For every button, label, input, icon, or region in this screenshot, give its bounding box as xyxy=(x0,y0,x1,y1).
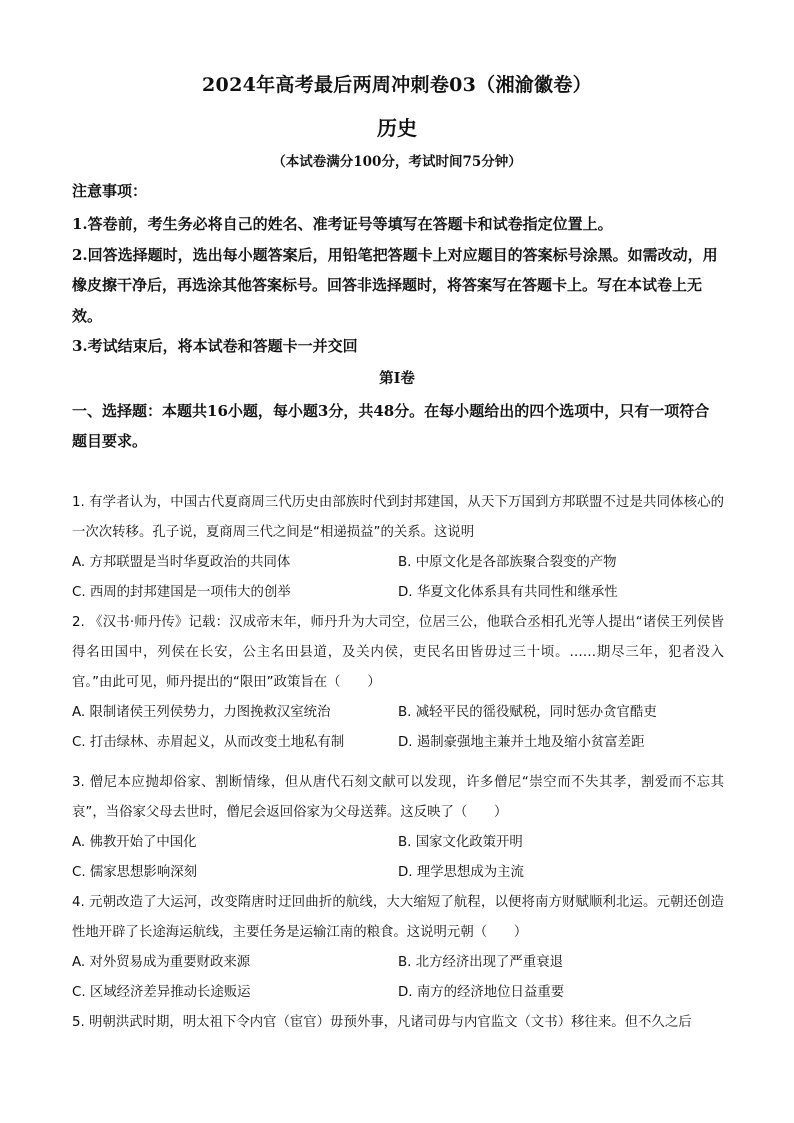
exam-title: 2024年高考最后两周冲刺卷03（湘渝徽卷） xyxy=(202,74,592,96)
option-c: C. 区域经济差异推动长途贩运 xyxy=(72,985,251,1000)
question-stem: 4. 元朝改造了大运河，改变隋唐时迂回曲折的航线，大大缩短了航程，以便将南方财赋顺利北运。元朝还创造性地开辟了长途海运航线，主要任务是运输江南的粮食。这说明元朝（ ） xyxy=(72,895,724,940)
spacer xyxy=(72,758,724,768)
note-item: 3.考试结束后，将本试卷和答题卡一并交回 xyxy=(72,337,358,355)
option-c: C. 西周的封邦建国是一项伟大的创举 xyxy=(72,585,291,600)
option-grid xyxy=(72,828,724,888)
question-5 xyxy=(72,1008,724,1038)
option-c: C. 打击绿林、赤眉起义，从而改变土地私有制 xyxy=(72,735,345,750)
score-time-note: （本试卷满分100分，考试时间75分钟） xyxy=(272,154,522,170)
option-d: D. 理学思想成为主流 xyxy=(398,865,524,880)
option-a: A. 佛教开始了中国化 xyxy=(72,835,197,850)
option-grid xyxy=(72,548,724,608)
option-c: C. 儒家思想影响深刻 xyxy=(72,865,197,880)
option-b: B. 中原文化是各部族聚合裂变的产物 xyxy=(398,555,617,570)
notes-title: 注意事项： xyxy=(72,182,148,200)
question-4 xyxy=(72,888,724,1008)
note-item: 1.答卷前，考生务必将自己的姓名、准考证号等填写在答题卡和试卷指定位置上。 xyxy=(72,215,613,233)
question-3 xyxy=(72,768,724,888)
option-a: A. 限制诸侯王列侯势力，力图挽救汉室统治 xyxy=(72,705,331,720)
question-stem: 2. 《汉书·师丹传》记载：汉成帝末年，师丹升为大司空，位居三公，他联合丞相孔光等人提出“诸侯王列侯皆得名田国中，列侯在长安，公主名田县道，及关内侯，吏民名田皆毋过三十顷。……期尽三年，犯者没入官。”由此可见，师丹提出的“限田”政策旨在（ ） xyxy=(72,615,724,690)
question-1 xyxy=(72,488,724,608)
option-d: D. 遏制豪强地主兼并土地及缩小贫富差距 xyxy=(398,735,645,750)
notes-list xyxy=(72,209,722,362)
question-stem: 3. 僧尼本应抛却俗家、割断情缘，但从唐代石刻文献可以发现，许多僧尼“崇空而不失其孝，割爱而不忘其哀”，当俗家父母去世时，僧尼会返回俗家为父母送葬。这反映了（ ） xyxy=(72,775,724,820)
subject-title: 历史 xyxy=(377,116,417,140)
option-a: A. 方邦联盟是当时华夏政治的共同体 xyxy=(72,555,291,570)
question-2 xyxy=(72,608,724,758)
option-d: D. 华夏文化体系具有共同性和继承性 xyxy=(398,585,618,600)
option-d: D. 南方的经济地位日益重要 xyxy=(398,985,565,1000)
option-grid xyxy=(72,948,724,1008)
option-a: A. 对外贸易成为重要财政来源 xyxy=(72,955,251,970)
section-heading: 一、选择题：本题共16小题，每小题3分，共48分。在每小题给出的四个选项中，只有一项符合题目要求。 xyxy=(72,402,710,450)
question-list xyxy=(72,488,724,1038)
option-b: B. 国家文化政策开明 xyxy=(398,835,523,850)
option-b: B. 北方经济出现了严重衰退 xyxy=(398,955,563,970)
note-item: 2.回答选择题时，选出每小题答案后，用铅笔把答题卡上对应题目的答案标号涂黑。如需改动，用橡皮擦干净后，再选涂其他答案标号。回答非选择题时，将答案写在答题卡上。写在本试卷上无效。 xyxy=(72,245,718,325)
part-label: 第Ⅰ卷 xyxy=(379,370,415,387)
option-grid xyxy=(72,698,724,758)
question-stem: 5. 明朝洪武时期，明太祖下令内官（宦官）毋预外事，凡诸司毋与内官监文（文书）移往来。但不久之后 xyxy=(72,1015,692,1030)
question-stem: 1. 有学者认为，中国古代夏商周三代历史由部族时代到封邦建国，从天下万国到方邦联盟不过是共同体核心的一次次转移。孔子说，夏商周三代之间是“相递损益”的关系。这说明 xyxy=(72,495,724,540)
option-b: B. 减轻平民的徭役赋税，同时惩办贪官酷吏 xyxy=(398,705,657,720)
